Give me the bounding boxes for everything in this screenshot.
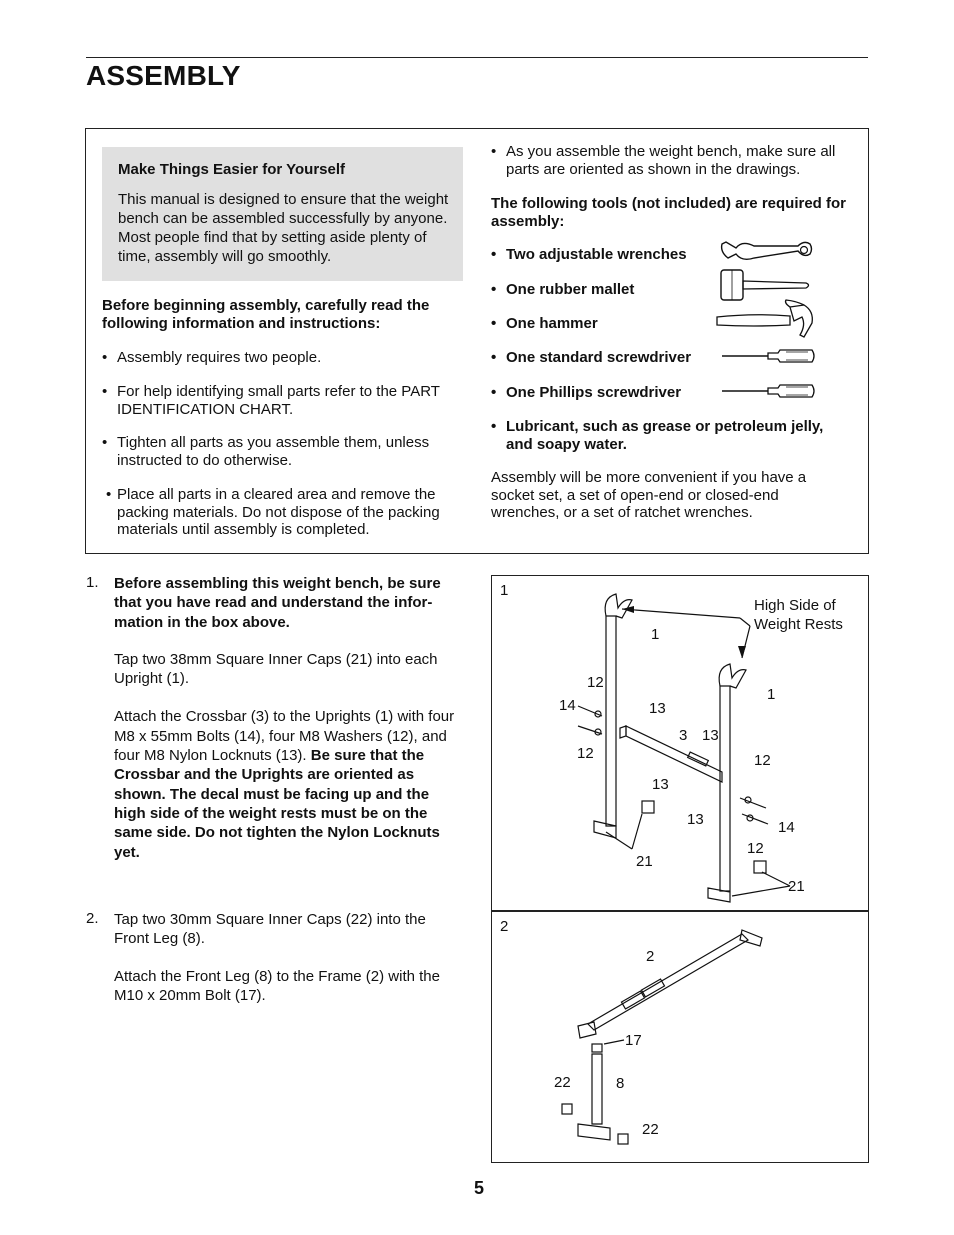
part-label: 21 (636, 853, 653, 870)
screwdriver-icon (720, 347, 818, 365)
part-label: 13 (652, 776, 669, 793)
tools-note: Assembly will be more convenient if you have a socket set, a set of open-end or closed-end wrenches, or a set of ratchet wrenches. (491, 469, 807, 521)
figure-1-number: 1 (500, 582, 509, 599)
part-label: 13 (687, 811, 704, 828)
before-heading: Before beginning assembly, carefully read the following information and instructions: (102, 297, 430, 332)
part-label: 22 (642, 1121, 659, 1138)
part-label: 14 (778, 819, 795, 836)
hammer-icon (714, 299, 816, 345)
step-1-caps: Tap two 38mm Square Inner Caps (21) into each Upright (1). (114, 650, 438, 688)
part-label: 13 (702, 727, 719, 744)
part-label: 2 (646, 948, 655, 965)
step-2-attach: Attach the Front Leg (8) to the Frame (2) with the M10 x 20mm Bolt (17). (114, 967, 440, 1004)
part-label: 13 (649, 700, 666, 717)
step-1-attach: Attach the Crossbar (3) to the Uprights (1) with four M8 x 55mm Bolts (14), four M8 Washers (12), and four M8 Nylon Locknuts (13). Be sure that the Crossbar and the Uprights are oriented as shown. The decal must be facing up and the high side of the weight rests must be on the same side. Do not tighten the Nylon Locknuts yet. (114, 708, 455, 861)
part-label: 12 (747, 840, 764, 857)
step-2-number: 2. (86, 910, 99, 927)
page-number: 5 (474, 1178, 485, 1198)
wrench-icon (718, 238, 814, 266)
page-title: ASSEMBLY (86, 60, 241, 91)
part-label: 1 (651, 626, 660, 643)
part-label: 21 (788, 878, 805, 895)
tip-box (102, 147, 463, 281)
figure-1 (491, 575, 869, 911)
part-label: 12 (587, 674, 604, 691)
tip-body: This manual is designed to ensure that the weight bench can be assembled successfully by anyone. Most people find that by setting aside plenty of time, assembly will go smoothly. (118, 191, 449, 265)
part-label: 22 (554, 1074, 571, 1091)
part-label: 8 (616, 1075, 625, 1092)
part-label: 14 (559, 697, 576, 714)
step-1-number: 1. (86, 574, 99, 591)
step-1-lead: Before assembling this weight bench, be sure that you have read and understand the infor-mation in the box above. (114, 575, 441, 631)
step-1-text (114, 574, 464, 862)
figure-2 (491, 911, 869, 1163)
part-label: 12 (577, 745, 594, 762)
tools-heading: The following tools (not included) are required for assembly: (491, 195, 846, 230)
figure-2-number: 2 (500, 918, 509, 935)
step-2-text (114, 910, 464, 1005)
header-rule (86, 57, 868, 58)
tip-heading: Make Things Easier for Yourself (118, 161, 346, 178)
part-label: 3 (679, 727, 688, 744)
part-label: 1 (767, 686, 776, 703)
step-2-caps: Tap two 30mm Square Inner Caps (22) into the Front Leg (8). (114, 911, 426, 948)
part-label: 17 (625, 1032, 642, 1049)
part-label: 12 (754, 752, 771, 769)
weight-rest-callout: High Side of Weight Rests (754, 597, 843, 633)
phillips-screwdriver-icon (720, 382, 818, 400)
frame-front-leg-drawing (492, 912, 868, 1162)
